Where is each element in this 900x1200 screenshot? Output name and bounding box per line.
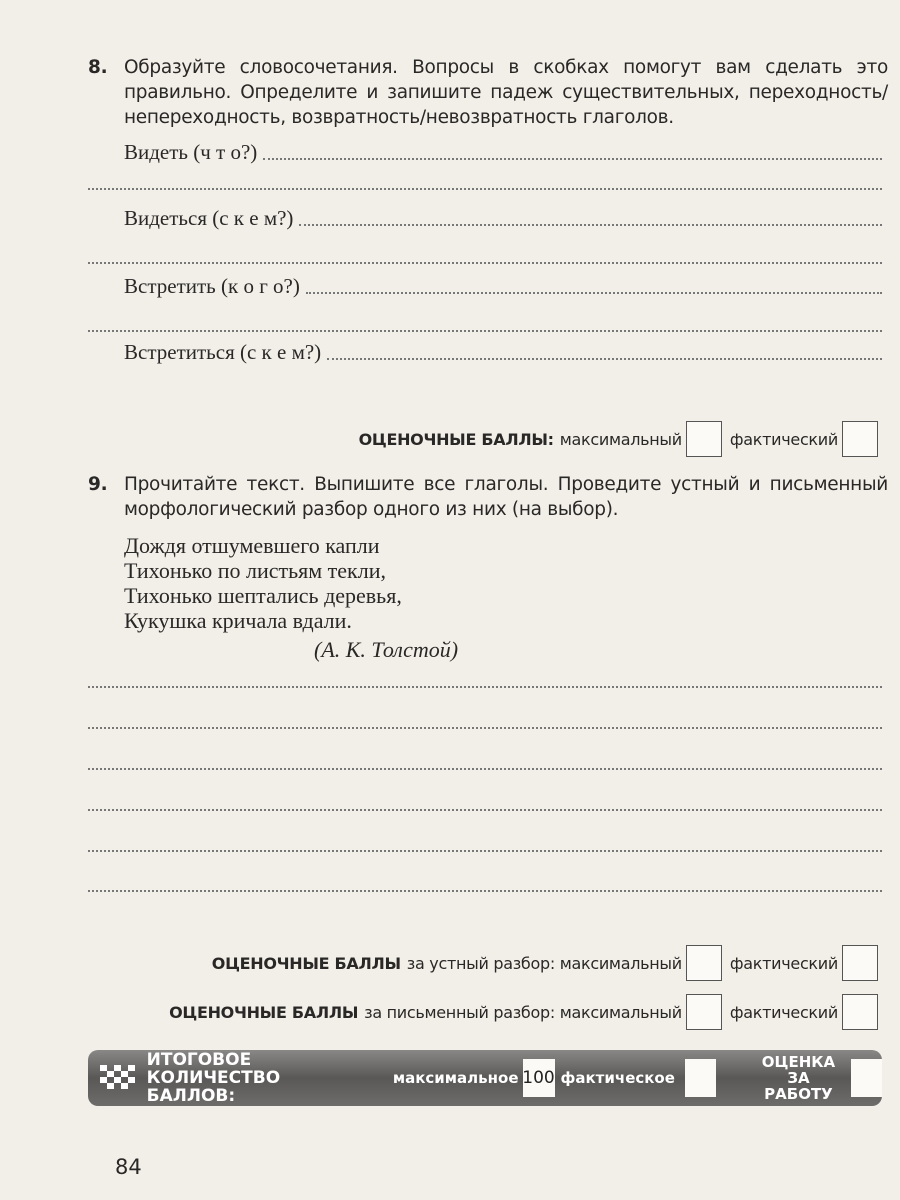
task-text: Прочитайте текст. Выпишите все глаголы. Проведите устный и письменный морфологический разбор одного из них (на выбор). <box>124 474 888 520</box>
grade-label-line: ОЦЕНКА <box>761 1053 836 1071</box>
total-title <box>147 1051 389 1105</box>
prompt: Встретиться (с к е м?) <box>124 340 322 364</box>
max-score-box[interactable] <box>686 994 722 1030</box>
answer-line[interactable] <box>88 727 882 729</box>
actual-label: фактический <box>729 1002 838 1022</box>
grade-box[interactable] <box>851 1059 882 1097</box>
task-8-instructions <box>88 55 888 130</box>
answer-line[interactable] <box>88 890 882 892</box>
task-9-written-score <box>169 994 882 1030</box>
max-total-box: 100 <box>523 1059 555 1097</box>
answer-row[interactable] <box>124 140 882 165</box>
max-label: за письменный разбор: максимальный <box>364 1002 682 1022</box>
poem-line: Кукушка кричала вдали. <box>124 608 352 633</box>
total-title-line: БАЛЛОВ: <box>146 1086 236 1106</box>
answer-line[interactable] <box>88 262 882 264</box>
checkered-flag-icon <box>98 1061 141 1095</box>
prompt: Видеть (ч т о?) <box>124 140 258 164</box>
actual-label: фактический <box>729 429 838 449</box>
page-number: 84 <box>115 1155 142 1179</box>
actual-score-box[interactable] <box>842 421 878 457</box>
answer-line[interactable] <box>88 330 882 332</box>
answer-line[interactable] <box>88 188 882 190</box>
max-score-box[interactable] <box>686 421 722 457</box>
max-label: максимальное <box>392 1069 519 1087</box>
task-9-oral-score <box>212 945 882 981</box>
answer-line[interactable] <box>88 768 882 770</box>
poem-line: Дождя отшумевшего капли <box>124 533 380 558</box>
actual-label: фактический <box>729 953 838 973</box>
actual-label: фактическое <box>560 1069 675 1087</box>
answer-line[interactable] <box>306 292 882 294</box>
task-number: 8. <box>88 57 108 78</box>
max-score-box[interactable] <box>686 945 722 981</box>
task-number: 9. <box>88 474 108 495</box>
answer-line[interactable] <box>263 158 882 160</box>
prompt: Видеться (с к е м?) <box>124 206 294 230</box>
poem-author: (А. К. Толстой) <box>314 637 459 662</box>
actual-score-box[interactable] <box>842 994 878 1030</box>
grade-label-line: ЗА РАБОТУ <box>764 1069 833 1103</box>
total-score-banner <box>88 1050 882 1106</box>
answer-row[interactable] <box>124 340 882 365</box>
task-text: Образуйте словосочетания. Вопросы в скобках помогут вам сделать это правильно. Определите и запишите падеж существительных, переходность/непереходность, возвратность/невозвратность глаголов. <box>124 57 888 128</box>
actual-total-box[interactable] <box>685 1059 716 1097</box>
task-8-score <box>359 421 882 457</box>
prompt: Встретить (к о г о?) <box>124 274 300 298</box>
answer-line[interactable] <box>88 809 882 811</box>
answer-line[interactable] <box>88 850 882 852</box>
max-label: за устный разбор: максимальный <box>406 953 682 973</box>
score-label: ОЦЕНОЧНЫЕ БАЛЛЫ <box>211 953 401 973</box>
max-label: максимальный <box>559 429 682 449</box>
answer-line[interactable] <box>299 224 882 226</box>
poem-line: Тихонько по листьям текли, <box>124 558 387 583</box>
grade-label <box>752 1054 845 1102</box>
answer-row[interactable] <box>124 206 882 231</box>
poem <box>124 533 458 662</box>
score-label: ОЦЕНОЧНЫЕ БАЛЛЫ <box>169 1002 359 1022</box>
answer-line[interactable] <box>327 358 882 360</box>
score-label: ОЦЕНОЧНЫЕ БАЛЛЫ: <box>358 429 554 449</box>
answer-row[interactable] <box>124 274 882 299</box>
answer-line[interactable] <box>88 686 882 688</box>
actual-score-box[interactable] <box>842 945 878 981</box>
total-title-line: ИТОГОВОЕ КОЛИЧЕСТВО <box>146 1050 281 1088</box>
task-9-instructions <box>88 472 888 522</box>
poem-line: Тихонько шептались деревья, <box>124 583 402 608</box>
